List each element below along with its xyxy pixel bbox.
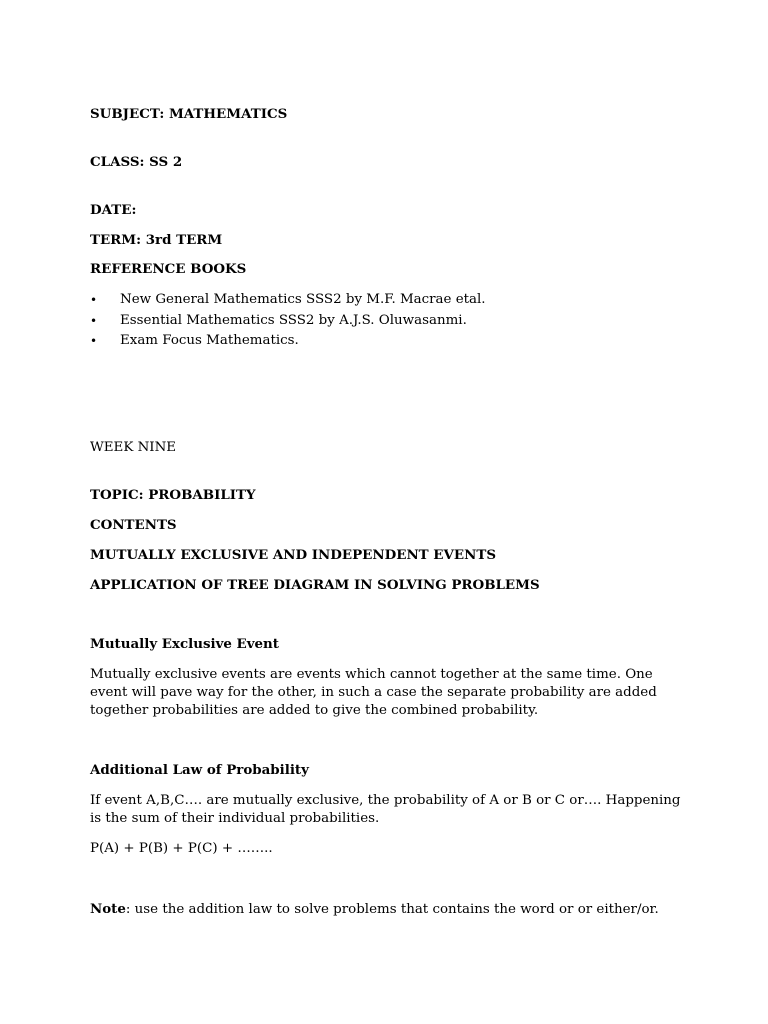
date-line: DATE: — [90, 202, 137, 218]
term-line: TERM: 3rd TERM — [90, 232, 223, 248]
reference-book-title: Exam Focus Mathematics. — [120, 333, 299, 348]
reference-book-title: Essential Mathematics SSS2 by A.J.S. Oluwasanmi. — [120, 312, 467, 328]
contents-heading: CONTENTS — [90, 517, 177, 533]
additional-law-paragraph: If event A,B,C…. are mutually exclusive, the probability of A or B or C or…. Happening is the sum of their individual probabilities. — [90, 793, 681, 826]
note-label: Note — [90, 901, 126, 917]
addition-law-formula: P(A) + P(B) + P(C) + …….. — [90, 841, 273, 856]
reference-books-list — [90, 290, 486, 352]
reference-books-heading: REFERENCE BOOKS — [90, 261, 247, 277]
week-line: WEEK NINE — [90, 440, 177, 455]
reference-book-title: New General Mathematics SSS2 by M.F. Macrae etal. — [120, 292, 486, 307]
contents-item: MUTUALLY EXCLUSIVE AND INDEPENDENT EVENTS — [90, 547, 496, 563]
contents-item: APPLICATION OF TREE DIAGRAM IN SOLVING PROBLEMS — [90, 577, 540, 593]
subject-line: SUBJECT: MATHEMATICS — [90, 106, 288, 122]
bullet-icon: • — [90, 293, 98, 307]
class-line: CLASS: SS 2 — [90, 154, 183, 170]
list-item — [90, 290, 486, 311]
list-item — [90, 311, 486, 332]
note-paragraph — [90, 900, 659, 919]
list-item — [90, 331, 486, 352]
bullet-icon: • — [90, 313, 98, 328]
mutually-exclusive-paragraph: Mutually exclusive events are events which cannot together at the same time. One event will pave way for the other, in such a case the separate probability are added together probabilities are added to give the combined probability. — [90, 667, 657, 718]
section-heading-additional-law: Additional Law of Probability — [90, 762, 309, 778]
section-heading-mutually-exclusive: Mutually Exclusive Event — [90, 636, 279, 652]
bullet-icon: • — [90, 334, 98, 348]
topic-line: TOPIC: PROBABILITY — [90, 487, 256, 503]
note-text: : use the addition law to solve problems that contains the word or or either/or. — [125, 902, 659, 917]
